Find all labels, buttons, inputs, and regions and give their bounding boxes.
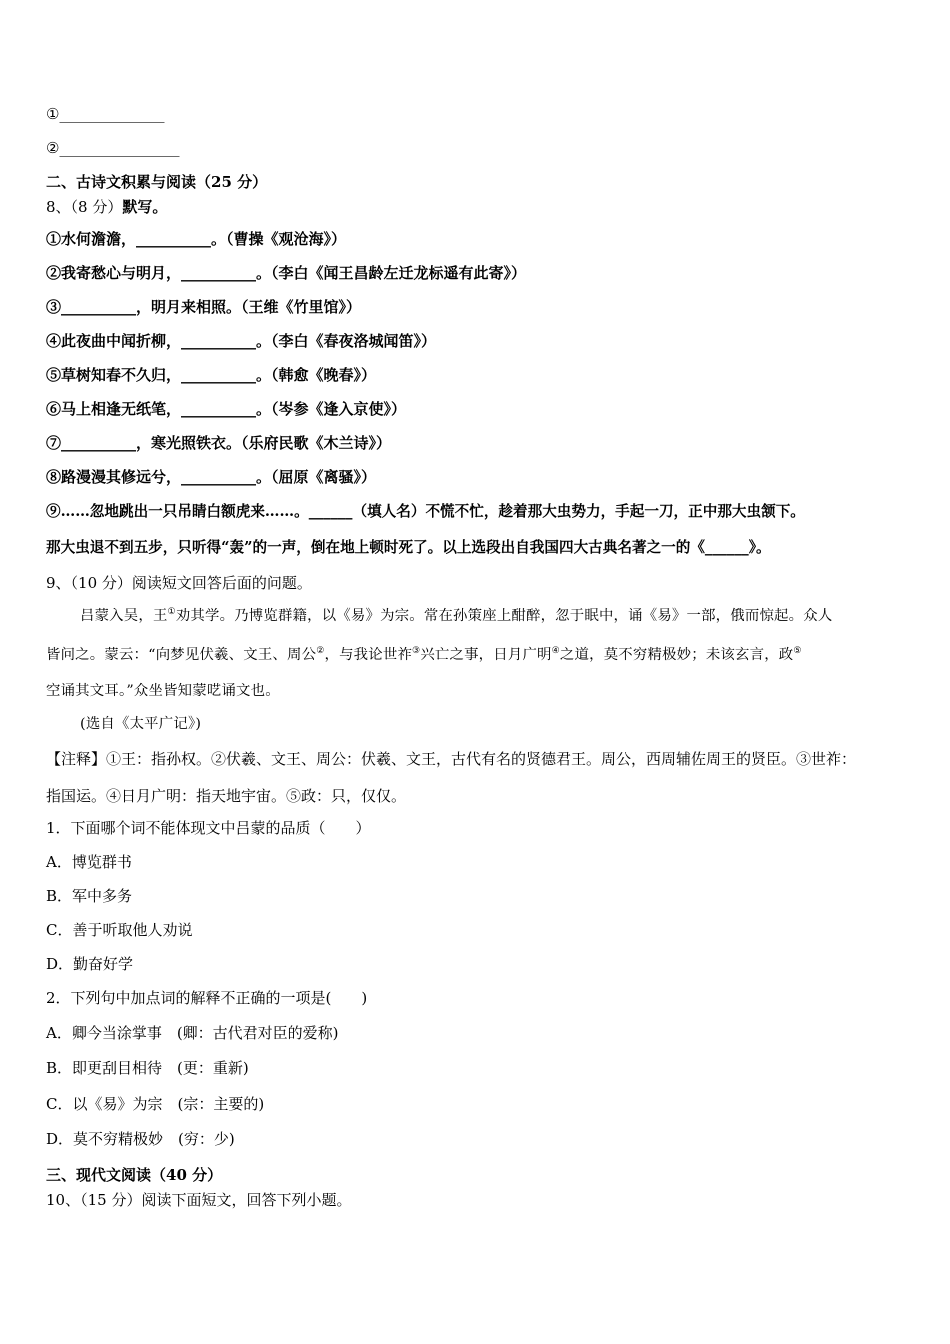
circled-marker: ① [46,105,60,123]
option-d: D．莫不穷精极妙 (穷：少) [46,1130,235,1148]
passage-line-2 [46,645,802,665]
answer-blank: ________________ [59,139,180,157]
recite-line-8: ⑧路漫漫其修远兮，__________。（屈原《离骚》） [46,468,377,486]
option-b: B．即更刮目相待 (更：重新) [46,1059,249,1077]
question-number: 8、（8 分） [46,198,123,216]
annotation-line-2: 指国运。④日月广明：指天地宇宙。⑤政：只，仅仅。 [46,787,407,805]
recite-line-5: ⑤草树知春不久归，__________。（韩愈《晚春》） [46,366,377,384]
question-instruction: 默写。 [122,198,168,216]
sub-question-1-stem: 1．下面哪个词不能体现文中吕蒙的品质（ ） [46,819,371,837]
passage-line-3: 空诵其文耳。”众坐皆知蒙呓诵文也。 [46,683,280,699]
circled-marker: ② [46,139,60,157]
annotation-line-1: 【注释】①王：指孙权。②伏羲、文王、周公：伏羲、文王，古代有名的贤德君王。周公，西周辅佐周王的贤臣。③世祚： [46,750,857,768]
footnote-marker: ③ [412,646,421,656]
option-c: C．善于听取他人劝说 [46,921,193,939]
question-8-head [46,197,167,217]
option-a: A．博览群书 [46,853,132,871]
passage-text: 兴亡之事，日月广明 [420,647,552,663]
recite-line-3: ③__________，明月来相照。（王维《竹里馆》） [46,298,362,316]
passage-line-1 [80,606,832,626]
option-a: A．卿今当涂掌事 (卿：古代君对臣的爱称) [46,1024,339,1042]
recite-line-9: ⑨……忽地跳出一只吊睛白额虎来……。______（填人名）不慌不忙，趁着那大虫势力，手起一刀，正中那大虫颔下。 [46,503,805,520]
passage-text: 吕蒙入吴，王 [80,608,168,624]
option-d: D．勤奋好学 [46,955,134,973]
passage-text: 之道，莫不穷精极妙；未该玄言，政 [559,647,794,663]
footnote-marker: ⑤ [793,646,802,656]
recite-line-6: ⑥马上相逢无纸笔，__________。（岑参《逢入京使》） [46,400,407,418]
section-title: 三、现代文阅读（40 分） [46,1166,223,1184]
answer-line-1 [46,104,164,124]
passage-text: 劝其学。乃博览群籍，以《易》为宗。常在孙策座上酣醉，忽于眠中，诵《易》一部，俄而惊起。众人 [175,608,833,624]
footnote-marker: ④ [551,646,560,656]
question-9-head: 9、（10 分）阅读短文回答后面的问题。 [46,574,312,592]
sub-question-2-stem: 2．下列句中加点词的解释不正确的一项是( ) [46,989,368,1007]
footnote-marker: ② [316,646,325,656]
passage-source: (选自《太平广记》) [80,716,202,732]
option-b: B．军中多务 [46,887,133,905]
passage-text: 皆问之。蒙云：“向梦见伏羲、文王、周公 [46,647,317,663]
recite-line-4: ④此夜曲中闻折柳，__________。（李白《春夜洛城闻笛》） [46,332,437,350]
recite-line-1: ①水何澹澹，__________。（曹操《观沧海》） [46,230,347,248]
recite-line-2: ②我寄愁心与明月，__________。（李白《闻王昌龄左迁龙标遥有此寄》） [46,264,527,282]
option-c: C．以《易》为宗 (宗：主要的) [46,1095,265,1113]
passage-text: ，与我论世祚 [324,647,413,663]
section-title: 二、古诗文积累与阅读（25 分） [46,173,268,191]
answer-line-2 [46,138,179,158]
answer-blank: ______________ [59,105,165,123]
footnote-marker: ① [167,607,176,617]
question-10-head: 10、（15 分）阅读下面短文，回答下列小题。 [46,1191,352,1209]
recite-line-7: ⑦__________，寒光照铁衣。（乐府民歌《木兰诗》） [46,434,392,452]
recite-line-10: 那大虫退不到五步，只听得“轰”的一声，倒在地上顿时死了。以上选段出自我国四大古典名著之一的《______》。 [46,539,771,556]
